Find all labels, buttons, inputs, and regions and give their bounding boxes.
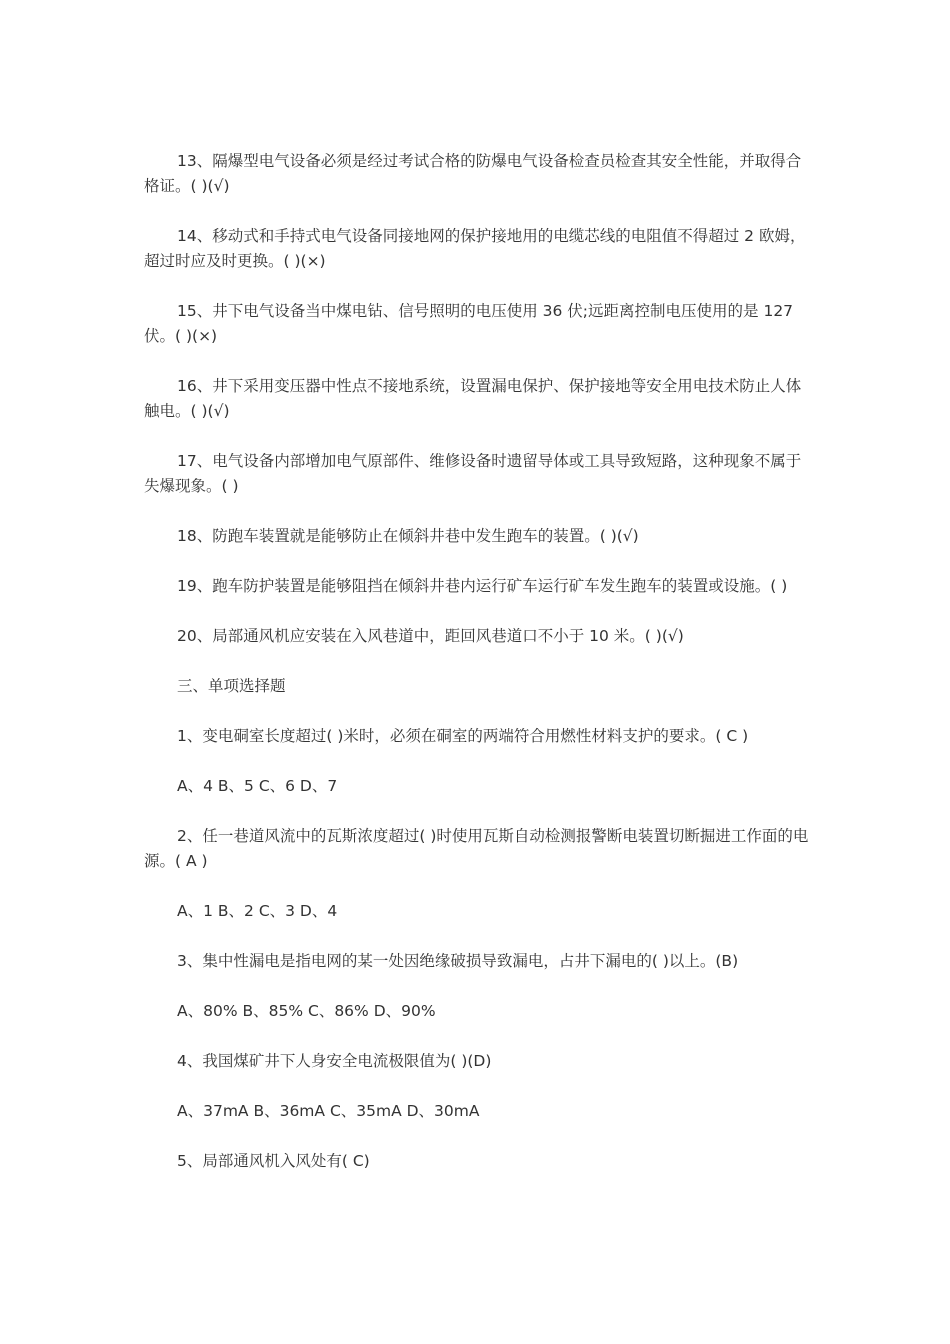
question-20: 20、局部通风机应安装在入风巷道中，距回风巷道口不小于 10 米。( )(√) — [177, 627, 684, 645]
question-15: 15、井下电气设备当中煤电钻、信号照明的电压使用 36 伏;远距离控制电压使用的是 127 伏。( )(×) — [144, 302, 794, 345]
choice-options-2: A、1 B、2 C、3 D、4 — [177, 902, 338, 920]
document-body — [144, 149, 816, 1199]
section-heading: 三、单项选择题 — [177, 677, 286, 695]
question-16: 16、井下采用变压器中性点不接地系统，设置漏电保护、保护接地等安全用电技术防止人体触电。( )(√) — [144, 377, 802, 420]
question-13: 13、隔爆型电气设备必须是经过考试合格的防爆电气设备检查员检查其安全性能，并取得合格证。( )(√) — [144, 152, 802, 195]
choice-options-3: A、80% B、85% C、86% D、90% — [177, 1002, 436, 1020]
choice-question-3: 3、集中性漏电是指电网的某一处因绝缘破损导致漏电，占井下漏电的( )以上。(B) — [177, 952, 739, 970]
choice-question-5: 5、局部通风机入风处有( C) — [177, 1152, 370, 1170]
question-19: 19、跑车防护装置是能够阻挡在倾斜井巷内运行矿车运行矿车发生跑车的装置或设施。( ) — [177, 577, 788, 595]
choice-options-4: A、37mA B、36mA C、35mA D、30mA — [177, 1102, 480, 1120]
question-17: 17、电气设备内部增加电气原部件、维修设备时遗留导体或工具导致短路，这种现象不属于失爆现象。( ) — [144, 452, 802, 495]
question-14: 14、移动式和手持式电气设备同接地网的保护接地用的电缆芯线的电阻值不得超过 2 欧姆，超过时应及时更换。( )(×) — [144, 227, 806, 270]
choice-question-1: 1、变电硐室长度超过( )米时，必须在硐室的两端符合用燃性材料支护的要求。( C ) — [177, 727, 749, 745]
question-18: 18、防跑车装置就是能够防止在倾斜井巷中发生跑车的装置。( )(√) — [177, 527, 639, 545]
choice-options-1: A、4 B、5 C、6 D、7 — [177, 777, 338, 795]
choice-question-2: 2、任一巷道风流中的瓦斯浓度超过( )时使用瓦斯自动检测报警断电装置切断掘进工作面的电源。( A ) — [144, 827, 809, 870]
choice-question-4: 4、我国煤矿井下人身安全电流极限值为( )(D) — [177, 1052, 492, 1070]
